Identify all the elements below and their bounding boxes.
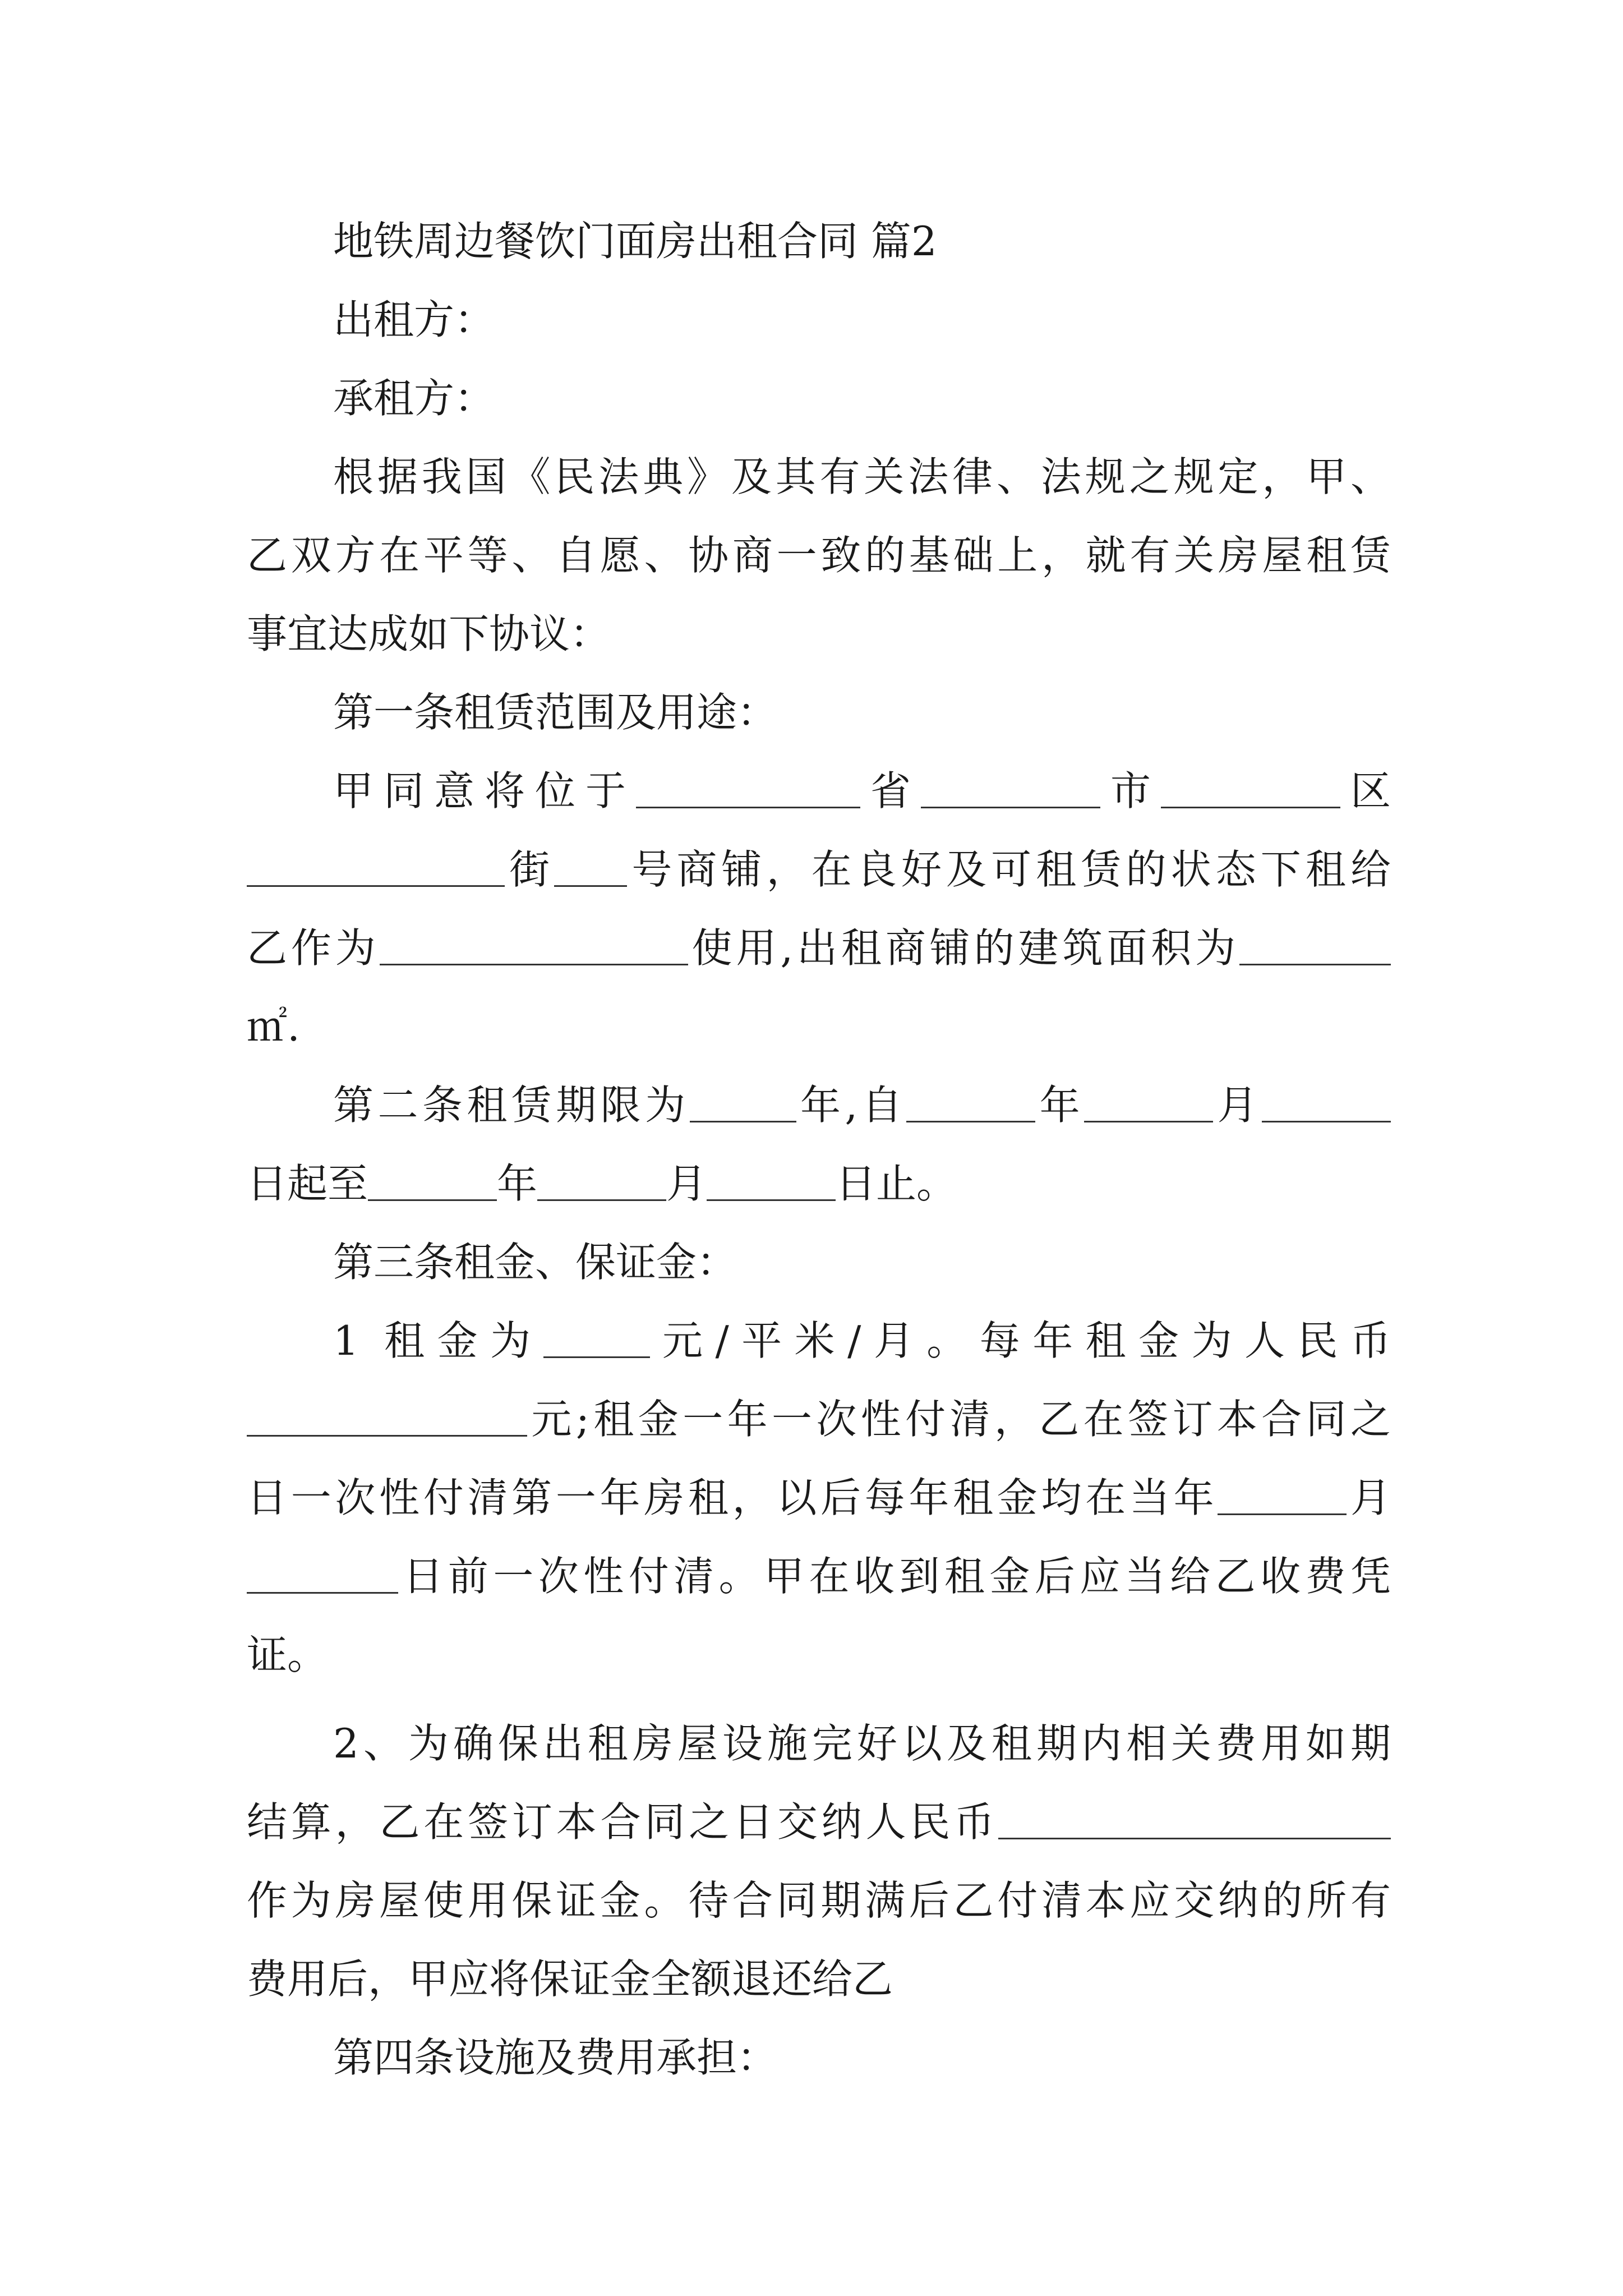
- rent-line-2: [247, 1380, 1391, 1458]
- usage-blank: [380, 927, 688, 965]
- article-1-text: 使用,出租商铺的建筑面积为: [688, 924, 1239, 972]
- deposit-line-3: 作为房屋使用保证金。待合同期满后乙付清本应交纳的所有: [247, 1877, 1391, 1924]
- article-1-text: 号商铺，在良好及可租赁的状态下租给: [627, 846, 1391, 893]
- rent-line-4: [247, 1537, 1391, 1616]
- rent-price-blank: [543, 1320, 650, 1358]
- preamble-line-1: 根据我国《民法典》及其有关法律、法规之规定，甲、: [333, 453, 1391, 500]
- rent-line-3: [247, 1458, 1391, 1537]
- rent-text: 元/平米/月。每年租金为人民币: [649, 1317, 1391, 1364]
- number-blank: [554, 849, 627, 887]
- start-month-blank: [1084, 1084, 1213, 1122]
- area-blank: [1239, 927, 1391, 965]
- end-day-blank: [707, 1163, 836, 1201]
- article-1-text: 甲同意将位于: [333, 767, 636, 815]
- article-1-line-1: [247, 752, 1391, 830]
- rent-line-5: 证。: [247, 1631, 328, 1678]
- rent-text: 日前一次性付清。甲在收到租金后应当给乙收费凭: [398, 1553, 1391, 1600]
- payment-month-blank: [1218, 1477, 1347, 1515]
- deposit-line-4: 费用后，甲应将保证金全额退还给乙: [247, 1955, 893, 2003]
- rent-text: 元;租金一年一次性付清，乙在签订本合同之: [527, 1396, 1391, 1443]
- article-2-line-1: [247, 1066, 1391, 1144]
- article-2-text: 月: [1213, 1082, 1262, 1129]
- rent-line-1: [247, 1301, 1391, 1380]
- article-2-text: 年: [497, 1160, 538, 1207]
- payment-day-blank: [247, 1556, 398, 1594]
- article-1-text: 乙作为: [247, 924, 380, 972]
- rent-text: 月: [1347, 1474, 1391, 1521]
- street-blank: [247, 849, 505, 887]
- article-2-text: 月: [666, 1160, 707, 1207]
- term-years-blank: [690, 1084, 796, 1122]
- article-2-text: 年,自: [796, 1082, 907, 1129]
- deposit-text: 结算，乙在签订本合同之日交纳人民币: [247, 1798, 998, 1846]
- lessor-label: 出租方：: [333, 296, 495, 343]
- article-4-heading: 第四条设施及费用承担：: [333, 2034, 778, 2081]
- article-2-text: 日止。: [836, 1160, 957, 1207]
- deposit-line-2: [247, 1783, 1391, 1861]
- article-1-text: 省: [860, 767, 921, 815]
- article-1-text: 市: [1100, 767, 1161, 815]
- article-2-text: 年: [1035, 1082, 1085, 1129]
- preamble-line-3: 事宜达成如下协议：: [247, 610, 611, 657]
- start-day-blank: [1262, 1084, 1391, 1122]
- article-1-text: 区: [1340, 767, 1391, 815]
- rent-text: 1 租金为: [333, 1317, 543, 1364]
- rent-text: 日一次性付清第一年房租，以后每年租金均在当年: [247, 1474, 1218, 1521]
- contract-title: 地铁周边餐饮门面房出租合同 篇2: [333, 218, 937, 265]
- end-year-blank: [368, 1163, 497, 1201]
- end-month-blank: [537, 1163, 666, 1201]
- article-2-text: 第二条租赁期限为: [333, 1082, 690, 1129]
- preamble-line-2: 乙双方在平等、自愿、协商一致的基础上，就有关房屋租赁: [247, 532, 1391, 579]
- article-1-heading: 第一条租赁范围及用途：: [333, 689, 778, 736]
- district-blank: [1161, 770, 1340, 808]
- deposit-amount-blank: [998, 1801, 1391, 1839]
- start-year-blank: [906, 1084, 1035, 1122]
- article-3-heading: 第三条租金、保证金：: [333, 1239, 737, 1286]
- city-blank: [921, 770, 1100, 808]
- article-2-line-2: [247, 1144, 1391, 1223]
- article-1-text: 街: [505, 846, 555, 893]
- province-blank: [636, 770, 860, 808]
- article-1-line-4: ㎡.: [247, 1003, 300, 1050]
- article-2-text: 日起至: [247, 1160, 368, 1207]
- annual-rent-blank: [247, 1398, 527, 1437]
- lessee-label: 承租方：: [333, 375, 495, 422]
- contract-body: [247, 202, 1391, 2097]
- deposit-line-1: 2、为确保出租房屋设施完好以及租期内相关费用如期: [333, 1720, 1391, 1767]
- article-1-line-2: [247, 830, 1391, 909]
- article-1-line-3: [247, 909, 1391, 987]
